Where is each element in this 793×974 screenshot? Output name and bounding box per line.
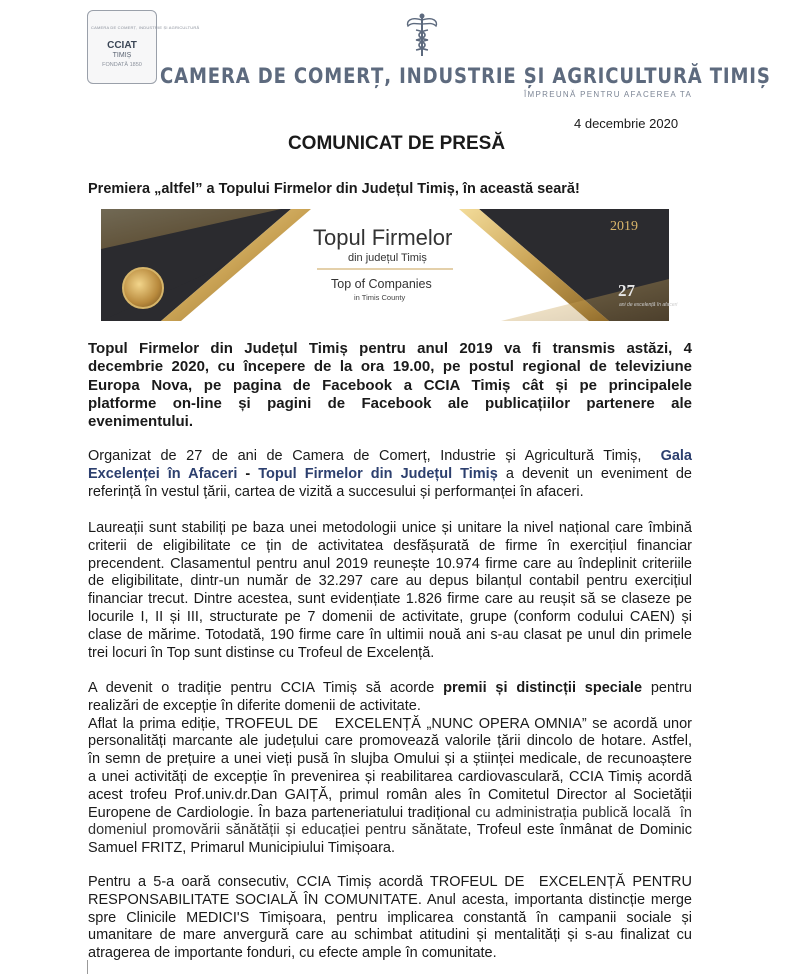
special-awards-emphasis: premii și distincții speciale — [443, 680, 643, 696]
methodology-line: de eligibilitate, dintr-un număr de 32.297 care au depus bilanțul contabil pentru exercițiul — [88, 573, 692, 590]
partnership-text: cu administrația publică locală în — [475, 804, 692, 821]
awards-text: A devenit o tradiție pentru CCIA Timiș să acorde — [88, 680, 435, 696]
awards-text: Europene de Cardiologie. În baza parteneriatului tradițional — [88, 804, 471, 821]
gala-separator: - — [237, 465, 259, 482]
gala-line — [88, 448, 692, 466]
methodology-line: trei locuri în Top sunt distinse cu Trofeul de Excelență. — [88, 644, 435, 661]
awards-line: realizări de excepție în diferite domenii de activitate. — [88, 697, 421, 714]
social-responsibility-paragraph — [88, 874, 692, 963]
methodology-line: locurile I, II și III, structurate pe 7 domenii de activitate, grupe (conform codului CAEN) și — [88, 608, 692, 625]
awards-line — [88, 805, 692, 823]
partnership-text: domeniul promovării sănătății și educației pentru sănătate — [88, 822, 468, 839]
methodology-line: precendent. Clasamentul pentru anul 2019 reunește 10.974 firme care au îndeplinit criteriile — [88, 555, 692, 572]
awards-line: a unei activități de excepție în prevenirea și reabilitarea cardiovasculară, CCIA Timiș acordă — [88, 768, 692, 785]
banner-en-subtitle: in Timis County — [354, 293, 406, 302]
topul-firmelor-banner — [101, 209, 678, 321]
logo-abbr: CCIAT — [107, 40, 137, 52]
awards-line: acest trofeu Prof.univ.dr.Dan GAIȚĂ, primul român ales în Comitetul Director al Societății — [88, 786, 692, 803]
caduceus-icon — [404, 12, 440, 58]
gala-line: referință în vestul țării, cartea de vizită a succesului și performanței în afaceri. — [88, 483, 584, 500]
gala-paragraph — [88, 448, 692, 501]
margin-marker — [87, 960, 88, 974]
awards-line: Samuel FRITZ, Primarul Municipiului Timișoara. — [88, 840, 395, 857]
banner-subtitle: din județul Timiș — [348, 252, 427, 264]
methodology-line: clase de mărime. Totodată, 190 firme care în ultimii nouă ani s-au clasat pe unul din primele — [88, 626, 692, 643]
social-line: umanitare de mare anvergură care au schimbat atitudini și mentalități și s-au finalizat cu — [88, 927, 692, 944]
intro-line: platforme on-line și pagini de Facebook ale publicațiilor partenere ale — [88, 394, 692, 412]
awards-line — [88, 822, 692, 840]
methodology-line: criterii de eligibilitate ce țin de activitatea desfășurată de firme în exercițiul financiar — [88, 537, 692, 554]
logo-city: TIMIȘ — [112, 51, 132, 59]
intro-line: evenimentului. — [88, 413, 194, 431]
intro-line: Topul Firmelor din Județul Timiș pentru anul 2019 va fi transmis astăzi, 4 — [88, 340, 692, 357]
gala-text: Organizat de 27 de ani de Camera de Comerț, Industrie și Agricultură Timiș, — [88, 448, 642, 464]
gala-name-link: Gala — [660, 448, 692, 464]
methodology-line: financiar trecut. Dintre acestea, sunt evidențiate 1.826 firme care au reușit să se claseze pe — [88, 591, 692, 608]
press-release-title: COMUNICAT DE PRESĂ — [287, 133, 506, 154]
gala-line — [88, 466, 692, 484]
organization-tagline: ÎMPREUNĂ PENTRU AFACEREA TA — [524, 90, 693, 99]
press-date: 4 decembrie 2020 — [574, 116, 679, 131]
awards-line: Aflat la prima ediție, TROFEUL DE EXCELENȚĂ „NUNC OPERA OMNIA” se acordă unor — [88, 715, 692, 732]
headline: Premiera „altfel” a Topului Firmelor din Județul Timiș, în această seară! — [88, 181, 580, 197]
organization-title: CAMERA DE COMERȚ, INDUSTRIE ȘI AGRICULTURĂ TIMIȘ — [160, 64, 771, 88]
awards-text: , Trofeul este înmânat de Dominic — [467, 822, 692, 839]
gala-text: a devenit un eveniment de — [497, 465, 692, 482]
intro-line: decembrie 2020, cu începere de la ora 19.00, pe postul regional de televiziune — [88, 358, 692, 376]
methodology-paragraph — [88, 520, 692, 662]
methodology-line: Laureații sunt stabiliți pe baza unei metodologii unice și unitare la nivel național care îmbină — [88, 520, 692, 536]
logo-arc-text: CAMERA DE COMERȚ, INDUSTRIE ȘI AGRICULTURĂ — [91, 24, 200, 30]
social-line: RESPONSABILITATE SOCIALĂ ÎN COMUNITATE. Anul acesta, importanta distincție merge — [88, 891, 692, 908]
awards-line: personalități marcante ale județului care promovează valorile țării dincolo de hotare. Astfel, — [88, 733, 692, 750]
banner-year: 2019 — [610, 219, 638, 234]
intro-paragraph — [88, 340, 692, 431]
banner-en-title: Top of Companies — [331, 277, 432, 291]
awards-line — [88, 680, 692, 698]
intro-line: Europa Nova, pe pagina de Facebook a CCIA Timiș cât și pe principalele — [88, 376, 692, 394]
social-line: spre Clinicile MEDICI'S Timișoara, pentru implicarea constantă în campanii sociale și — [88, 909, 692, 926]
special-awards-paragraph — [88, 680, 692, 858]
gold-medal-icon — [122, 267, 164, 309]
gala-name-link: Excelenței în Afaceri — [88, 465, 238, 482]
logo-founded: FONDATĂ 1850 — [102, 61, 142, 68]
topul-firmelor-link: Topul Firmelor din Județul Timiș — [258, 465, 498, 482]
banner-title: Topul Firmelor — [313, 225, 453, 250]
banner-anniversary-note: ani de excelență în afaceri — [619, 302, 678, 308]
ccia-timis-logo — [87, 10, 200, 84]
banner-anniversary: 27 — [618, 281, 635, 300]
social-line: Pentru a 5-a oară consecutiv, CCIA Timiș acordă TROFEUL DE EXCELENȚĂ PENTRU — [88, 874, 692, 890]
awards-line: în semn de prețuire a unei vieți pusă în slujba Omului și a științei medicale, de recunoaștere — [88, 751, 692, 768]
social-line: atragerea de importante fonduri, cu efecte ample în comunitate. — [88, 945, 497, 962]
awards-text: pentru — [650, 680, 692, 696]
